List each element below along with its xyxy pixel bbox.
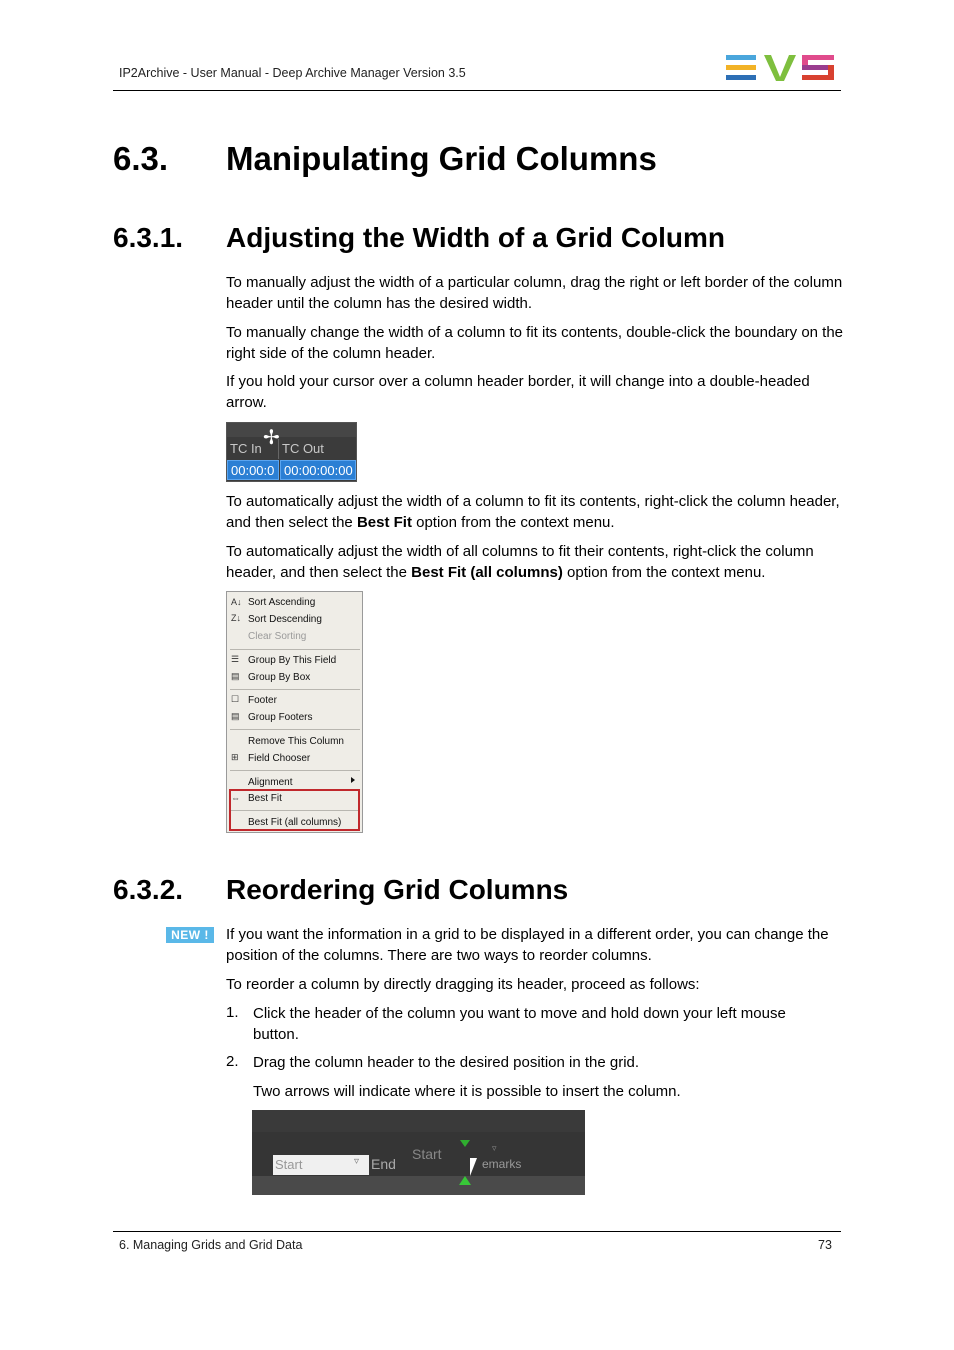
section-title: Manipulating Grid Columns xyxy=(226,140,657,177)
paragraph: If you hold your cursor over a column header border, it will change into a double-headed arrow. xyxy=(226,373,810,411)
tc-columns-screenshot xyxy=(226,422,357,482)
menu-item-best-fit-all: Best Fit (all columns) xyxy=(248,817,342,828)
subsection-number-1: 6.3.1. xyxy=(113,222,184,253)
column-header-end: End xyxy=(371,1156,396,1172)
menu-item-alignment: Alignment xyxy=(248,777,293,788)
paragraph: To manually change the width of a column to fit its contents, double-click the boundary on the right side of the column header. xyxy=(226,324,844,362)
submenu-arrow-icon xyxy=(351,777,355,783)
step-text: Drag the column header to the desired position in the grid. xyxy=(253,1054,640,1071)
menu-item-sort-descending: Sort Descending xyxy=(248,614,322,625)
cell-tc-in: 00:00:0 xyxy=(227,460,279,480)
step-number: 2. xyxy=(226,1053,239,1070)
subsection-heading-2 xyxy=(113,874,568,906)
mouse-pointer-icon xyxy=(470,1158,477,1176)
group-field-icon: ☰ xyxy=(231,654,240,664)
context-menu-screenshot xyxy=(226,591,363,833)
footer-icon: ☐ xyxy=(231,694,240,704)
cell-tc-out: 00:00:00:00 xyxy=(280,460,356,480)
paragraph-best-fit: To automatically adjust the width of a column to fit its contents, right-click the column header, and then select the Best Fit option from the context menu. xyxy=(226,493,840,531)
reorder-screenshot xyxy=(252,1110,585,1195)
filter-icon: ▿ xyxy=(492,1143,497,1153)
menu-item-remove-column: Remove This Column xyxy=(248,736,344,747)
group-footers-icon: ▤ xyxy=(231,711,240,721)
best-fit-icon: ⇔ xyxy=(231,793,240,803)
field-chooser-icon: ⊞ xyxy=(231,752,239,762)
footer-rule xyxy=(113,1231,841,1232)
menu-item-group-by-field: Group By This Field xyxy=(248,655,337,666)
column-header-tc-out: TC Out xyxy=(282,441,324,456)
step-number: 1. xyxy=(226,1004,239,1021)
page-number: 73 xyxy=(818,1238,832,1252)
column-header-start: Start xyxy=(273,1155,369,1175)
sort-descending-icon: Z↓ xyxy=(231,613,241,623)
paragraph: If you want the information in a grid to be displayed in a different order, you can change the position of the columns. There are two ways to reorder columns. xyxy=(226,926,829,964)
menu-item-sort-ascending: Sort Ascending xyxy=(248,597,316,608)
menu-item-field-chooser: Field Chooser xyxy=(248,753,311,764)
menu-item-footer: Footer xyxy=(248,695,277,706)
new-badge: NEW ! xyxy=(166,927,214,943)
paragraph-best-fit-all: To automatically adjust the width of all columns to fit their contents, right-click the column header, and then select the Best Fit (all columns) option from the context menu. xyxy=(226,543,814,581)
column-header-remarks: emarks xyxy=(482,1157,522,1171)
step-note: Two arrows will indicate where it is possible to insert the column. xyxy=(253,1083,681,1100)
filter-icon: ▿ xyxy=(354,1156,360,1167)
subsection-title-1: Adjusting the Width of a Grid Column xyxy=(226,222,726,253)
paragraph: To manually adjust the width of a particular column, drag the right or left border of the column header until the column has the desired width. xyxy=(226,274,843,312)
subsection-heading-1 xyxy=(113,222,725,254)
footer-chapter: 6. Managing Grids and Grid Data xyxy=(119,1238,303,1252)
section-heading xyxy=(113,140,657,178)
insert-arrow-down-icon xyxy=(460,1140,470,1147)
best-fit-highlight xyxy=(229,789,360,831)
column-header-tc-in: TC In xyxy=(227,439,279,459)
insert-arrow-up-icon xyxy=(459,1176,471,1185)
paragraph: To reorder a column by directly dragging its header, proceed as follows: xyxy=(226,976,700,993)
menu-item-clear-sorting: Clear Sorting xyxy=(248,631,307,642)
menu-item-best-fit: Best Fit xyxy=(248,793,282,804)
subsection-number-2: 6.3.2. xyxy=(113,874,184,905)
header-title: IP2Archive - User Manual - Deep Archive Manager Version 3.5 xyxy=(119,66,466,80)
evs-logo xyxy=(726,55,834,81)
resize-cursor-icon: ✢ xyxy=(263,427,280,449)
step-text: Click the header of the column you want to move and hold down your left mouse button. xyxy=(253,1005,786,1043)
subsection-title-2: Reordering Grid Columns xyxy=(226,874,569,905)
dragged-header-ghost: Start xyxy=(412,1146,442,1162)
group-box-icon: ▤ xyxy=(231,671,240,681)
menu-item-group-footers: Group Footers xyxy=(248,712,313,723)
header-rule xyxy=(113,90,841,91)
sort-ascending-icon: A↓ xyxy=(231,597,242,607)
menu-item-group-by-box: Group By Box xyxy=(248,672,311,683)
section-number: 6.3. xyxy=(113,140,169,177)
